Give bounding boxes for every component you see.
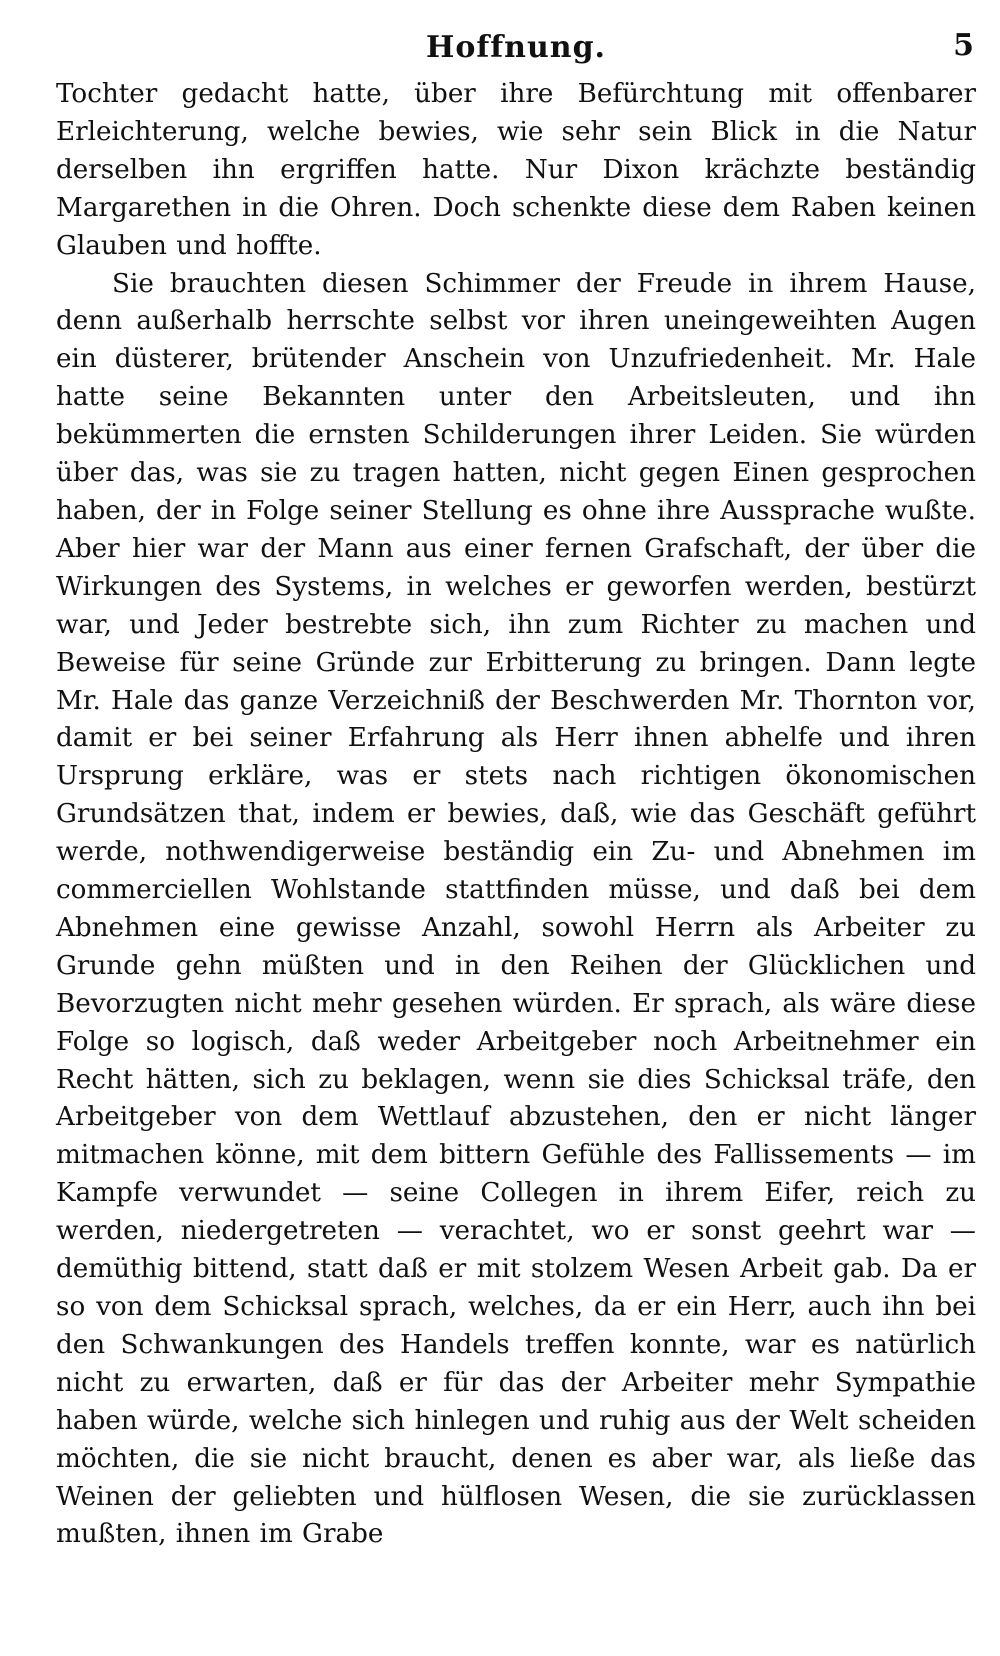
running-head: Hoffnung. — [425, 30, 607, 65]
book-page — [56, 18, 976, 1638]
body-text — [56, 76, 976, 1554]
page-header — [56, 18, 976, 76]
paragraph: Sie brauchten diesen Schimmer der Freude in ihrem Hause, denn außerhalb herrschte selbst vor ihren uneingeweihten Augen ein düsterer, brütender Anschein von Unzufriedenheit. Mr. Hale hatte seine Bekannten unter den Arbeitsleuten, und ihn bekümmerten die ernsten Schilderungen ihrer Leiden. Sie würden über das, was sie zu tragen hatten, nicht gegen Einen gesprochen haben, der in Folge seiner Stellung es ohne ihre Aussprache wußte. Aber hier war der Mann aus einer fernen Grafschaft, der über die Wirkungen des Systems, in welches er geworfen werden, bestürzt war, und Jeder bestrebte sich, ihn zum Richter zu machen und Beweise für seine Gründe zur Erbitterung zu bringen. Dann legte Mr. Hale das ganze Verzeichniß der Beschwerden Mr. Thornton vor, damit er bei seiner Erfahrung als Herr ihnen abhelfe und ihren Ursprung erkläre, was er stets nach richtigen ökonomischen Grundsätzen that, indem er bewies, daß, wie das Geschäft geführt werde, nothwendigerweise beständig ein Zu- und Abnehmen im commerciellen Wohlstande stattfinden müsse, und daß bei dem Abnehmen eine gewisse Anzahl, sowohl Herrn als Arbeiter zu Grunde gehn müßten und in den Reihen der Glücklichen und Bevorzugten nicht mehr gesehen würden. Er sprach, als wäre diese Folge so logisch, daß weder Arbeitgeber noch Arbeitnehmer ein Recht hätten, sich zu beklagen, wenn sie dies Schicksal träfe, den Arbeitgeber von dem Wettlauf abzustehen, den er nicht länger mitmachen könne, mit dem bittern Gefühle des Fallissements — im Kampfe verwundet — seine Collegen in ihrem Eifer, reich zu werden, niedergetreten — verachtet, wo er sonst geehrt war — demüthig bittend, statt daß er mit stolzem Wesen Arbeit gab. Da er so von dem Schicksal sprach, welches, da er ein Herr, auch ihn bei den Schwankungen des Handels treffen konnte, war es natürlich nicht zu erwarten, daß er für das der Arbeiter mehr Sympathie haben würde, welche sich hinlegen und ruhig aus der Welt scheiden möchten, die sie nicht braucht, denen es aber war, als ließe das Weinen der geliebten und hülflosen Wesen, die sie zurücklassen mußten, ihnen im Grabe — [56, 268, 976, 1550]
page-number: 5 — [953, 28, 974, 63]
paragraph-continued: Tochter gedacht hatte, über ihre Befürchtung mit offenbarer Erleichterung, welche bewies, wie sehr sein Blick in die Natur derselben ihn ergriffen hatte. Nur Dixon krächzte beständig Margarethen in die Ohren. Doch schenkte diese dem Raben keinen Glauben und hoffte. — [56, 79, 976, 261]
